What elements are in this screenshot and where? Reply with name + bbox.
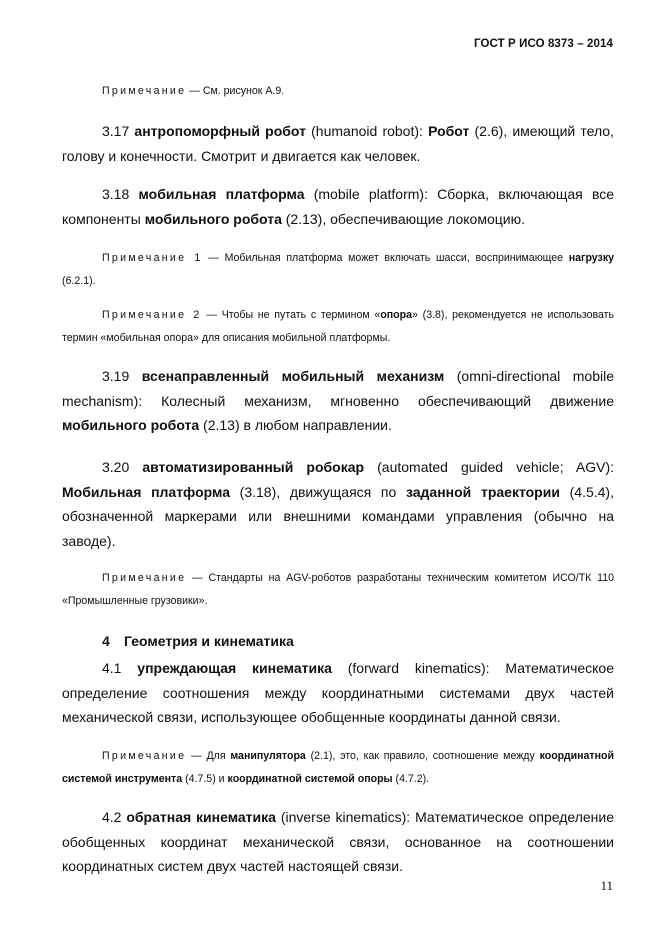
term-ref: Робот xyxy=(428,123,470,139)
term-name: всенаправленный мобильный механизм xyxy=(141,368,445,384)
section-number: 4 xyxy=(102,633,110,649)
note-label: Примечание 2 xyxy=(102,309,202,321)
note-figure-a9: Примечание — См. рисунок А.9. xyxy=(102,85,285,97)
note-3-20: Примечание — Стандарты на AGV-роботов разработаны техническим комитетом ИСО/ТК 110 «Промышленные грузовики». xyxy=(62,572,615,607)
note-3-18-1: Примечание 1 — Мобильная платформа может включать шасси, воспринимающее нагрузку (6.2.1). xyxy=(62,252,615,287)
term-3-20: 3.20 автоматизированный робокар (automated guided vehicle; AGV): Мобильная платформа (3.18), движущаяся по заданной траектории (4.5.4), обозначенной маркерами или внешними командами управления (обычно на заводе). xyxy=(62,459,615,549)
term-name: обратная кинематика xyxy=(126,809,276,825)
note-label: Примечание xyxy=(102,750,187,762)
term-ref: заданной траектории xyxy=(405,483,560,500)
term-name: антропоморфный робот xyxy=(134,123,306,139)
note-label: Примечание 1 xyxy=(102,252,203,264)
note-label: Примечание xyxy=(102,85,187,97)
term-4-1: 4.1 упреждающая кинематика (forward kinematics): Математическое определение соотношения между координатными системами двух частей механической связи, использующее обобщенные координаты данной связи. xyxy=(62,660,615,726)
term-ref: мобильного робота xyxy=(144,210,282,227)
term-3-19: 3.19 всенаправленный мобильный механизм (omni-directional mobile mechanism): Колесный механизм, мгновенно обеспечивающий движение мобильного робота (2.13) в любом направлении. xyxy=(62,368,615,434)
page-number: 11 xyxy=(600,878,613,893)
section-4-heading xyxy=(102,633,602,649)
note-4-1: Примечание — Для манипулятора (2.1), это, как правило, соотношение между координатной системой инструмента (4.7.5) и координатной системой опоры (4.7.2). xyxy=(62,750,614,785)
note-3-18-2: Примечание 2 — Чтобы не путать с термином «опора» (3.8), рекомендуется не использовать термин «мобильная опора» для описания мобильной платформы. xyxy=(62,309,615,344)
note-label: Примечание xyxy=(102,572,187,584)
section-title: Геометрия и кинематика xyxy=(124,633,294,649)
term-name: мобильная платформа xyxy=(138,186,305,202)
term-ref: Мобильная платформа xyxy=(62,483,230,500)
term-3-18: 3.18 мобильная платформа (mobile platform): Сборка, включающая все компоненты мобильного робота (2.13), обеспечивающие локомоцию. xyxy=(62,186,615,227)
document-header: ГОСТ Р ИСО 8373 – 2014 xyxy=(474,38,613,50)
term-name: упреждающая кинематика xyxy=(137,660,332,676)
term-3-17: 3.17 антропоморфный робот (humanoid robot): Робот (2.6), имеющий тело, голову и конечности. Смотрит и двигается как человек. xyxy=(62,123,614,164)
term-4-2: 4.2 обратная кинематика (inverse kinematics): Математическое определение обобщенных координат механической связи, основанное на соотношении координатных систем двух частей настоящей связи. xyxy=(62,809,614,875)
term-name: автоматизированный робокар xyxy=(142,459,365,475)
term-ref: мобильного робота xyxy=(62,417,200,434)
